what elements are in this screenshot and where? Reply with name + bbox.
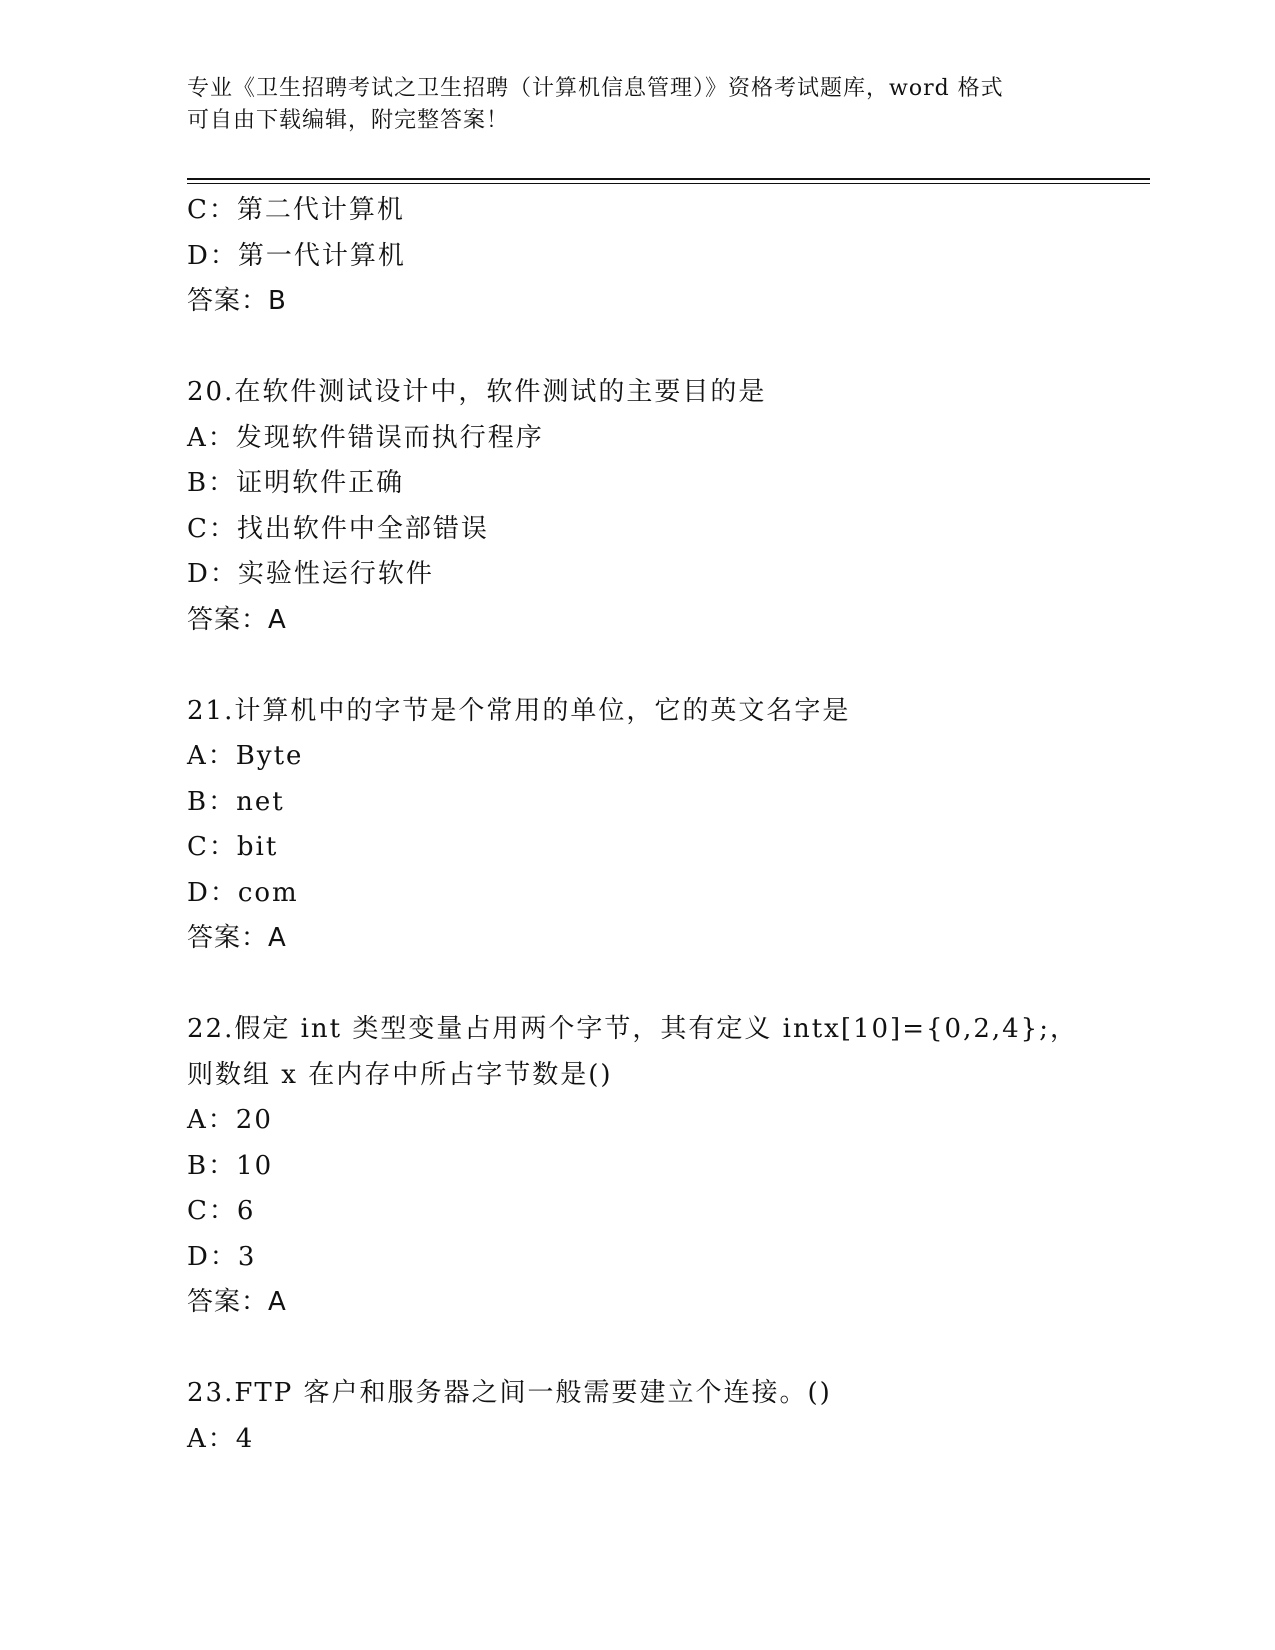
- answer-line: 答案：A: [187, 604, 287, 635]
- question-partial: [187, 188, 1150, 325]
- header-rule-thin: [187, 183, 1150, 184]
- option-c: C：找出软件中全部错误: [187, 513, 489, 544]
- header-line-2: 可自由下载编辑，附完整答案！: [187, 108, 510, 133]
- option-a: A：发现软件错误而执行程序: [187, 422, 544, 453]
- question-stem-line-1: 22.假定 int 类型变量占用两个字节，其有定义 intx[10]={0,2,4};，: [187, 1014, 1078, 1044]
- spacer: [187, 1326, 1150, 1372]
- option-a: A：Byte: [187, 741, 304, 771]
- question-stem: 21.计算机中的字节是个常用的单位，它的英文名字是: [187, 695, 851, 726]
- question-20: [187, 370, 1150, 643]
- option-c: C：6: [187, 1196, 256, 1226]
- document-header: [187, 73, 1067, 137]
- option-d: D：com: [187, 877, 299, 908]
- option-b: B：net: [187, 786, 285, 817]
- spacer: [187, 962, 1150, 1008]
- answer-line: 答案：B: [187, 286, 287, 316]
- spacer: [187, 643, 1150, 689]
- option-a: A：20: [187, 1105, 273, 1135]
- option-d: D：实验性运行软件: [187, 559, 434, 589]
- option-c: C：bit: [187, 832, 279, 862]
- question-stem-line-2: 则数组 x 在内存中所占字节数是(): [187, 1059, 613, 1090]
- question-22: [187, 1007, 1150, 1326]
- question-23: [187, 1371, 1150, 1462]
- question-stem: 23.FTP 客户和服务器之间一般需要建立个连接。(): [187, 1378, 832, 1408]
- header-rule-thick: [187, 178, 1150, 180]
- option-d: D：第一代计算机: [187, 240, 406, 271]
- option-a: A：4: [187, 1423, 255, 1454]
- question-list: [187, 188, 1150, 1462]
- answer-line: 答案：A: [187, 1287, 287, 1317]
- option-d: D：3: [187, 1241, 257, 1272]
- option-b: B：证明软件正确: [187, 468, 405, 498]
- option-b: B：10: [187, 1150, 274, 1181]
- option-c: C：第二代计算机: [187, 195, 405, 225]
- spacer: [187, 325, 1150, 371]
- question-21: [187, 689, 1150, 962]
- answer-line: 答案：A: [187, 923, 287, 953]
- header-line-1: 专业《卫生招聘考试之卫生招聘（计算机信息管理）》资格考试题库，word 格式: [187, 76, 1004, 101]
- question-stem: 20.在软件测试设计中，软件测试的主要目的是: [187, 377, 767, 407]
